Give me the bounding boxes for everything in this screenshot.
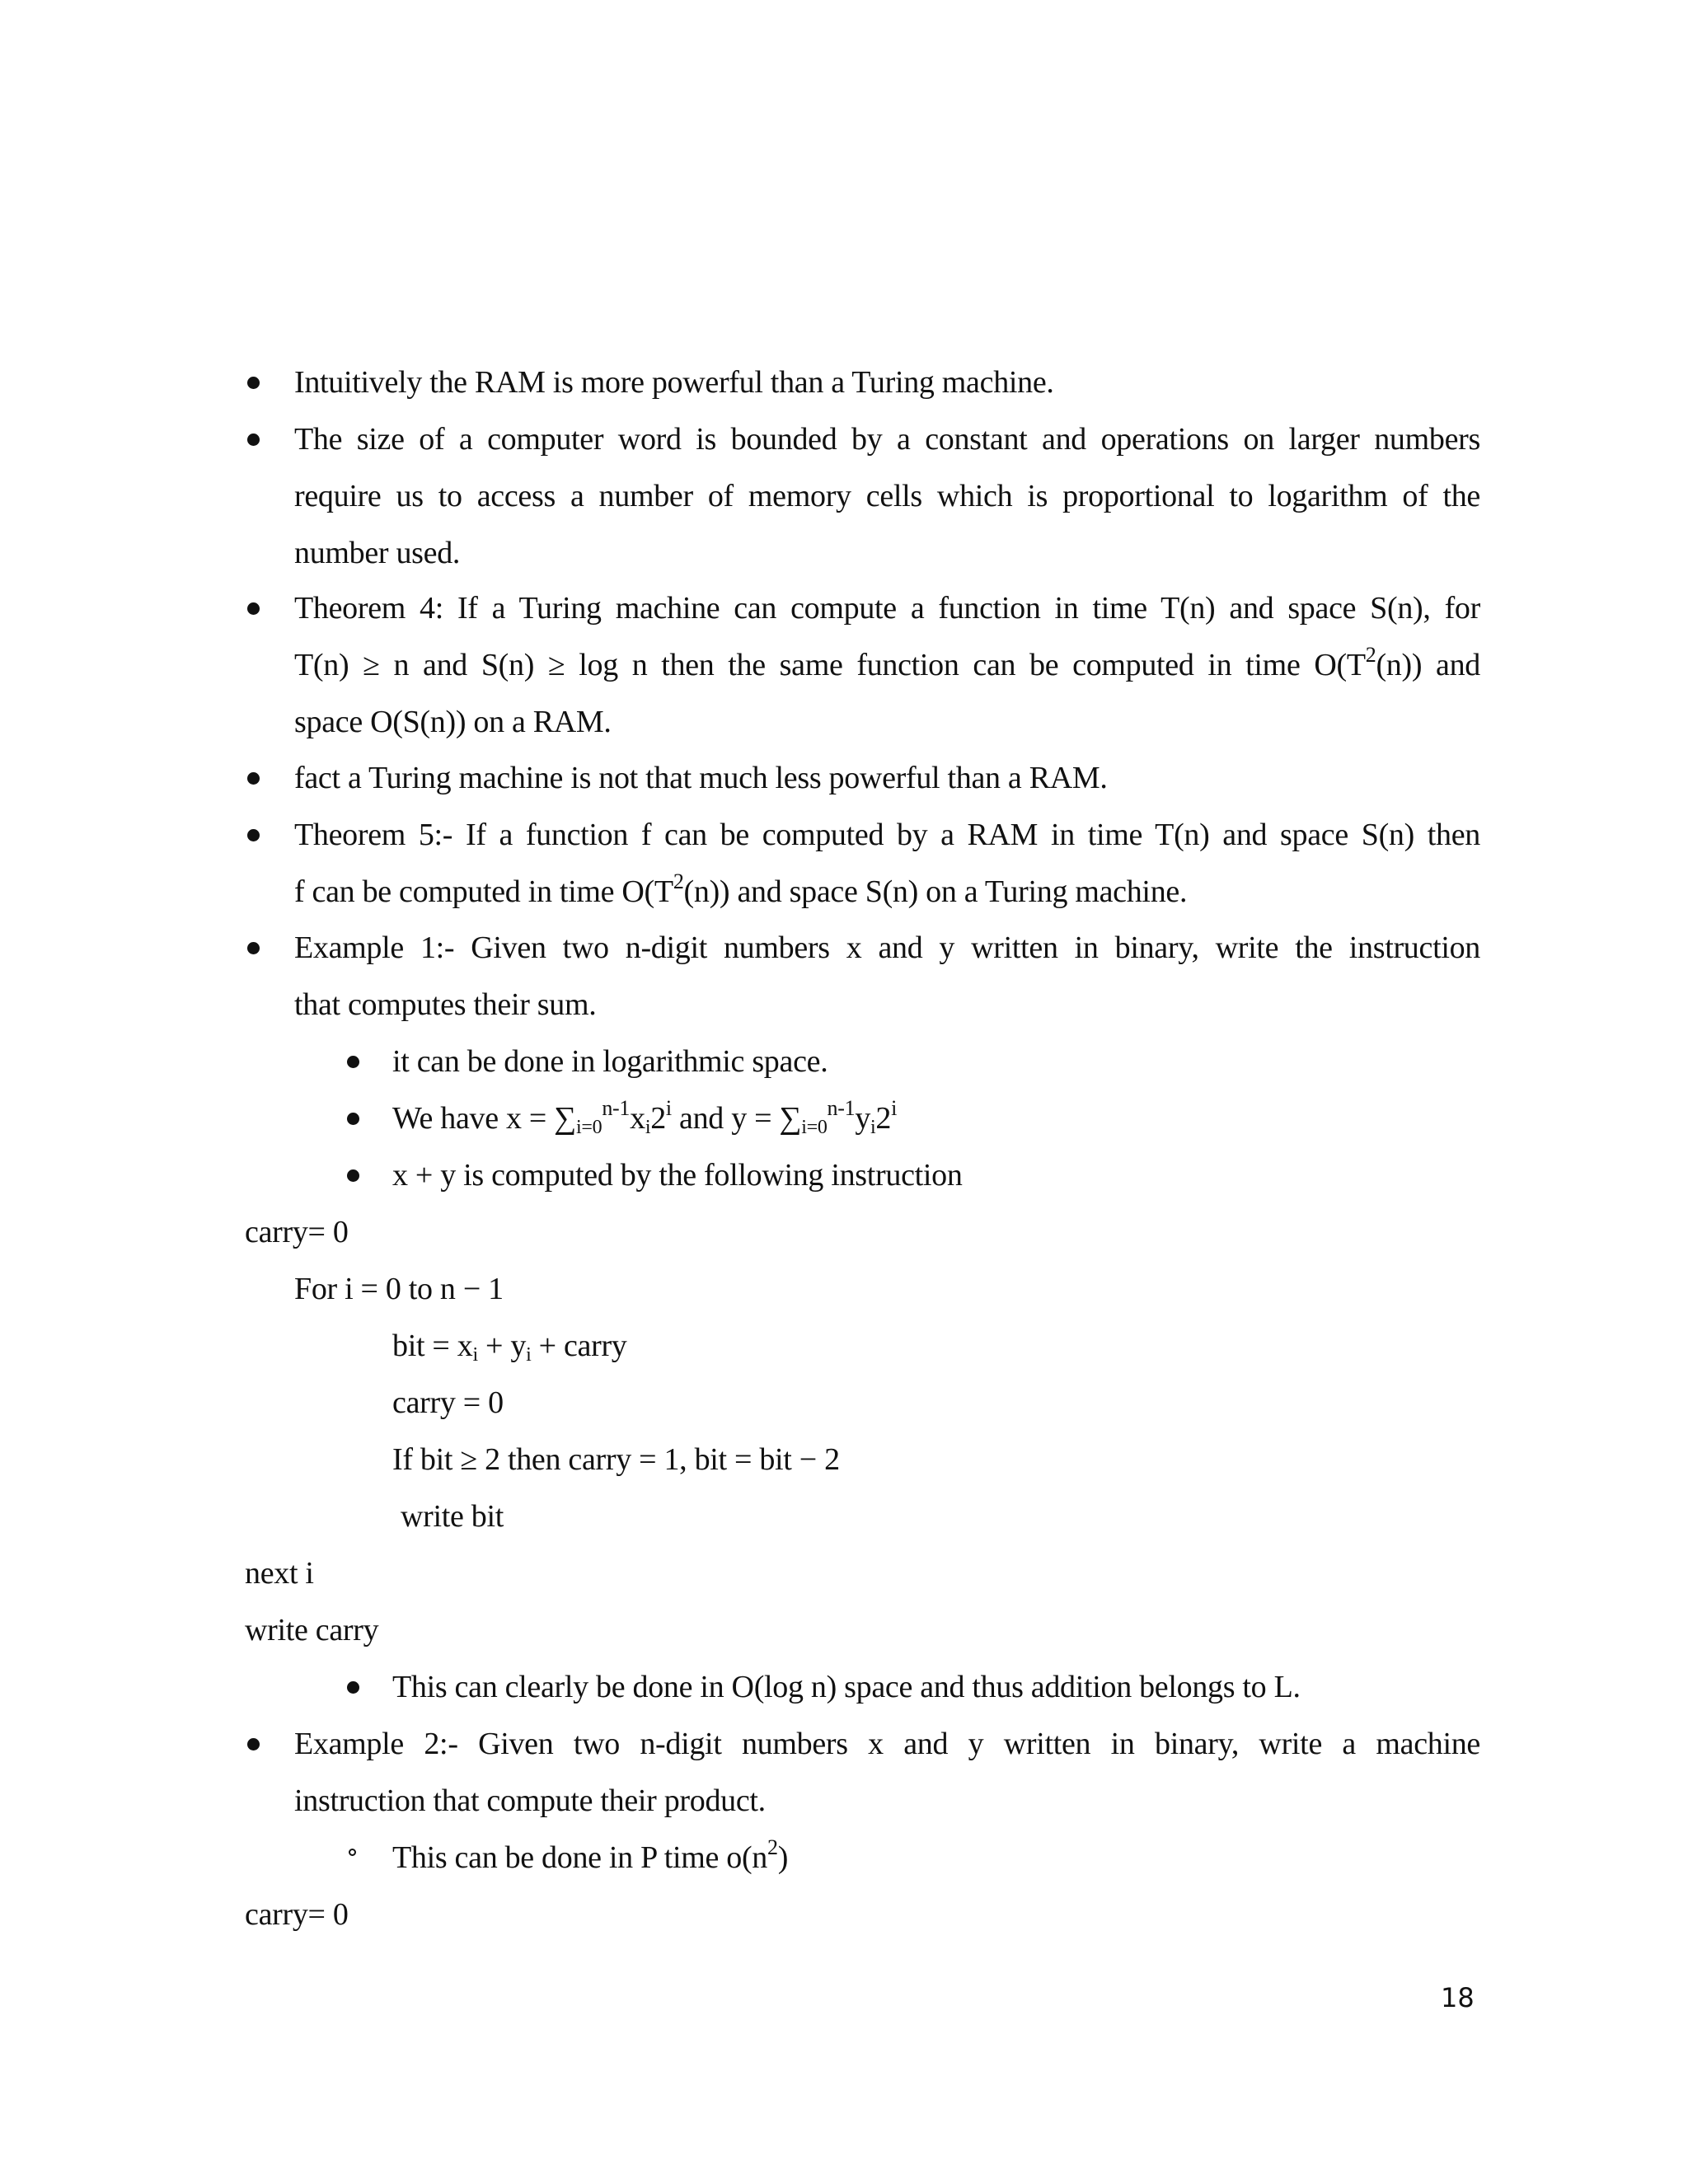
- code-line: write carry: [245, 1613, 379, 1647]
- code-line: bit = $x_i + y_i$ + carry: [392, 1329, 627, 1366]
- bullet-icon: [247, 377, 260, 389]
- theorem-5-text-continued: f can be computed in time $O(T^2(n))$ and space S(n) on a Turing machine.: [294, 869, 1188, 909]
- theorem-5-text: Theorem 5:- If a function f can be computed by a RAM in time T(n) and space S(n) then: [294, 818, 1480, 852]
- code-line: carry = 0: [392, 1385, 504, 1420]
- code-line: write bit: [401, 1499, 504, 1534]
- sub-bullet-text: it can be done in logarithmic space.: [392, 1044, 828, 1079]
- theorem-4-text: Theorem 4: If a Turing machine can compute a function in time T(n) and space S(n), for: [294, 591, 1480, 626]
- bullet-text-continued: number used.: [294, 536, 461, 570]
- sub-bullet-text: This can be done in P time $o(n^2)$: [392, 1835, 789, 1875]
- example-2-text: Example 2:- Given two n-digit numbers x and y written in binary, write a machine: [294, 1727, 1480, 1761]
- example-1-text-continued: that computes their sum.: [294, 987, 597, 1022]
- code-line: If bit ≥ 2 then carry = 1, bit = bit − 2: [392, 1442, 840, 1477]
- sub-bullet-text: This can clearly be done in O(log n) space and thus addition belongs to L.: [392, 1670, 1301, 1704]
- sub-bullet-icon: [347, 1056, 359, 1068]
- hollow-bullet-icon: [349, 1849, 356, 1856]
- theorem-4-text-continued: T(n) ≥ n and S(n) ≥ log n then the same function can be computed in time $O(T^2(n))$ and: [294, 643, 1480, 682]
- sum-formula: We have $x = \sum_{i=0}^{n-1}x_i2^i$ and $y = \sum_{i=0}^{n-1}y_i2^i$: [392, 1096, 898, 1138]
- code-line: For i = 0 to n − 1: [294, 1272, 504, 1306]
- example-1-text: Example 1:- Given two n-digit numbers x and y written in binary, write the instruction: [294, 930, 1480, 965]
- bullet-text: The size of a computer word is bounded by a constant and operations on larger numbers: [294, 422, 1480, 457]
- sub-bullet-icon: [347, 1113, 359, 1125]
- bullet-icon: [247, 772, 260, 785]
- theorem-4-text-continued: space O(S(n)) on a RAM.: [294, 705, 612, 739]
- bullet-text-continued: require us to access a number of memory cells which is proportional to logarithm of the: [294, 479, 1480, 513]
- code-line: carry= 0: [245, 1215, 349, 1249]
- example-2-text-continued: instruction that compute their product.: [294, 1783, 766, 1818]
- bullet-icon: [247, 1738, 260, 1750]
- bullet-text: fact a Turing machine is not that much less powerful than a RAM.: [294, 761, 1108, 795]
- bullet-icon: [247, 942, 260, 954]
- bullet-icon: [247, 829, 260, 841]
- page-number: 18: [1441, 1982, 1475, 2013]
- bullet-icon: [247, 602, 260, 615]
- code-line: carry= 0: [245, 1897, 349, 1932]
- sub-bullet-text: x + y is computed by the following instruction: [392, 1158, 963, 1193]
- bullet-icon: [247, 434, 260, 446]
- sub-bullet-icon: [347, 1169, 359, 1182]
- bullet-text: Intuitively the RAM is more powerful than a Turing machine.: [294, 365, 1054, 400]
- code-line: next i: [245, 1556, 314, 1591]
- sub-bullet-icon: [347, 1681, 359, 1694]
